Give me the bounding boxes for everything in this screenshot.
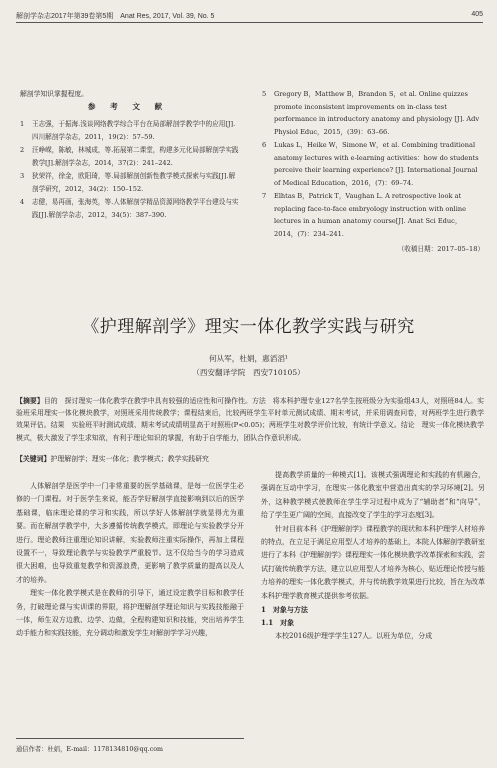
body-column-left: [16, 480, 244, 641]
abstract-text: 目的 探讨理实一体化教学在教学中具有较强的适应性和可操作性。方法 将本科护理专业127名学生按班级分为实验组43人，对照班84人。实验班采用理实一体化模块教学，对照班采用传统教学；课程结束后，比较两班学生平时单元测试成绩、期末考试，并采用调查问卷，对两班学生进行教学效果评估。结果 实验班平时测试成绩、期末考试成绩明显高于对照班(P<0.05)；两班学生对教学评价比较，有统计学意义。结论 理实一体化模块教学模式，极大激发了学生求知欲，有利于理论知识的掌握，有助于自学能力，团队合作意识形成。: [16, 397, 485, 442]
correspondence-footnote: 通信作者：杜娟，E-mail：1178134810@qq.com: [16, 738, 244, 753]
references-left: [20, 118, 240, 222]
references-right: [262, 88, 484, 256]
reference-item: 3 狄荣祥，徐金，欧阳琦，等.局部解剖创新性教学模式探索与实践[J].解剖学研究，2012，34(2)：150–152.: [20, 172, 236, 193]
subsection-heading: 1.1 对象: [261, 618, 295, 628]
page-number: 405: [471, 11, 483, 18]
paragraph: 理实一体化教学模式是在教师的引导下，通过设定教学目标和教学任务，打破理论课与实训课的界限，将护理解剖学理论知识与实践技能融于一体，师生双方边教、边学、边做，全程构建知识和技能，突出培养学生动手能力和实践技能，充分调动和激发学生对解剖学学习兴趣，: [16, 589, 244, 638]
reference-item: 1 王志强，于振海.浅谈网络教学综合平台在局部解剖学教学中的应用[J].四川解剖学杂志，2011，19(2)：57–59.: [20, 120, 236, 141]
article-title: 《护理解剖学》理实一体化教学实践与研究: [82, 317, 415, 337]
body-column-right: [261, 469, 485, 643]
article-authors: 何从军，杜娟，惠滔滔¹: [209, 354, 288, 363]
reference-item: 6 Lukas L，Heike W，Simone W，et al. Combining traditional anatomy lectures with e-learning activities：how do students perceive their learning experience? [J]. International Journal of Medical Education，2016，(7)：69–74.: [262, 141, 479, 187]
keywords-text: 护理解剖学；理实一体化；教学模式；教学实践研究: [50, 455, 209, 463]
reference-item: 2 汪峥嵘，陈敏，林城成，等.拓展第二课堂，构建多元化局部解剖学实践教学[J].解剖学杂志，2014，37(2)：241–242.: [20, 146, 239, 167]
references-heading: 参 考 文 献: [87, 102, 169, 111]
paragraph: 本校2016级护理学学生127人。以班为单位，分成: [275, 631, 433, 640]
paragraph: 针对目前本科《护理解剖学》课程教学的现状和本科护理学人材培养的特点，在立足于满足应用型人才培养的基础上，本院人体解剖学教研室进行了本科《护理解剖学》课程理实一体化模块教学改革探索和实践，尝试打破传统教学方法，建立以应用型人才培养为核心，贴近理论传授与能力培养的理实一体化教学模式，并与传统教学效果进行比较，旨在为改革本科护理学教育模式提供参考依据。: [261, 524, 485, 600]
previous-article-end: 解剖学知识掌握程度。: [20, 90, 88, 98]
reference-item: 7 Elhtas B，Patrick T，Vaughan L. A retrospective look at replacing face-to-face embryology instruction with online lectures in a human anatomy course[J]. Anat Sci Educ，2014，(7)：234–241.: [262, 192, 467, 238]
received-date: （收稿日期：2017–05–18）: [397, 245, 484, 253]
keywords-label: 【关键词】: [16, 455, 51, 463]
reference-item: 4 志健，易再画，张海英，等.人体解剖学精品资源网络教学平台建设与实践[J].解剖学杂志，2012，34(5)：387–390.: [20, 198, 239, 219]
paragraph: 提高教学质量的一种模式[1]。该模式强调理论和实践的有机融合，强调在互动中学习，在理实一体化教室中营造出真实的学习环境[2]。另外，这种教学模式使教师在学生学习过程中成为了“辅助者”和“向导”，给了学生更广阔的空间，直接改变了学生的学习态度[3]。: [261, 471, 485, 520]
running-header: [16, 10, 483, 23]
paragraph: 人体解剖学是医学中一门非常重要的医学基础课，是每一位医学生必修的一门课程。对于医学生来说，能否学好解剖学直接影响到以后的医学基础课，临床理论课的学习和实践，所以学好人体解剖学就显得尤为重要。而在解剖学教学中，大多遵循传统教学模式，即理论与实验教学分开进行。理论教师注重理论知识讲解，实验教师注重实际操作，再加上课程设置不一，导致理论教学与实验教学严重脱节。这不仅给当今的学习造成很大困难，也导致重复教学和资源浪费，更影响了教学质量的提高以及人才的培养。: [16, 482, 244, 584]
journal-citation: 解剖学杂志2017年第39卷第5期 Anat Res, 2017, Vol. 39, No. 5: [16, 13, 215, 20]
reference-item: 5 Gregory B，Matthew B，Brandon S，et al. Online quizzes promote inconsistent improvements on in-class test performance in introductory anatomy and physiology [J]. Adv Physiol Educ，2015，(39)：63–66.: [262, 90, 480, 136]
section-heading: 1 对象与方法: [261, 605, 308, 615]
abstract: [16, 395, 484, 444]
article-affiliation: （西安翻译学院 西安710105）: [192, 368, 305, 377]
keywords: [16, 453, 484, 463]
abstract-label: 【摘要】: [16, 397, 44, 405]
